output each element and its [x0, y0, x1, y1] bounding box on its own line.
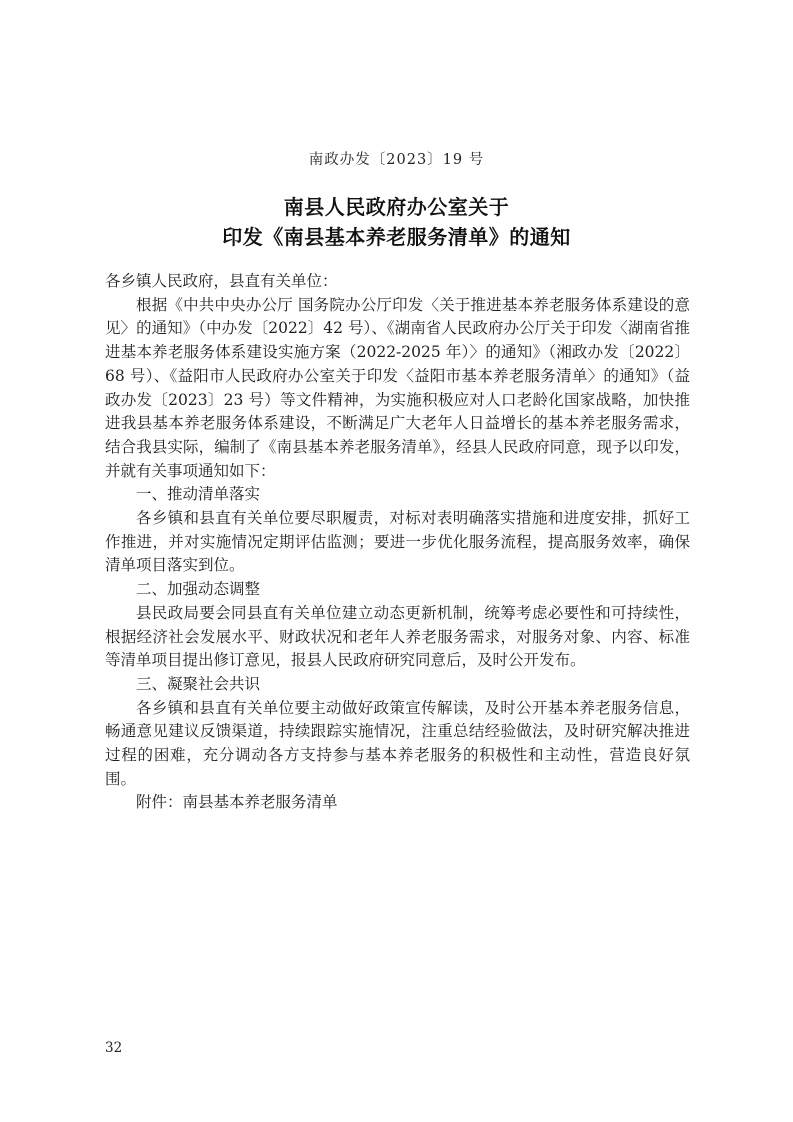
document-title-line-1: 南县人民政府办公室关于	[283, 195, 510, 219]
section-2-heading: 二、加强动态调整	[136, 580, 261, 599]
attachment-line: 附件：南县基本养老服务清单	[136, 793, 338, 812]
page-number: 32	[105, 1040, 123, 1056]
section-2-body: 县民政局要会同县直有关单位建立动态更新机制，统筹考虑必要性和可持续性，根据经济社会发展水平、财政状况和老年人养老服务需求，对服务对象、内容、标准等清单项目提出修订意见，报县人民政府研究同意后，及时公开发布。	[105, 603, 690, 670]
section-3-body: 各乡镇和县直有关单位要主动做好政策宣传解读，及时公开基本养老服务信息，畅通意见建议反馈渠道，持续跟踪实施情况，注重总结经验做法，及时研究解决推进过程的困难，充分调动各方支持参与基本养老服务的积极性和主动性，营造良好氛围。	[105, 698, 690, 788]
salutation: 各乡镇人民政府，县直有关单位：	[105, 272, 338, 290]
document-title	[0, 192, 793, 252]
section-3-heading: 三、凝聚社会共识	[136, 674, 261, 693]
document-number: 南政办发〔2023〕19 号	[308, 152, 485, 168]
section-3	[105, 673, 690, 792]
section-1-heading: 一、推动清单落实	[136, 485, 261, 504]
section-1-body: 各乡镇和县直有关单位要尽职履责，对标对表明确落实措施和进度安排，抓好工作推进，并对实施情况定期评估监测；要进一步优化服务流程，提高服务效率，确保清单项目落实到位。	[105, 509, 690, 575]
intro-paragraph: 根据《中共中央办公厅 国务院办公厅印发〈关于推进基本养老服务体系建设的意见〉的通知》（中办发〔2022〕42 号）、《湖南省人民政府办公厅关于印发〈湖南省推进基本养老服务体系建设实施方案（2022-2025 年）〉的通知》（湘政办发〔2022〕68 号）、《益阳市人民政府办公室关于印发〈益阳市基本养老服务清单〉的通知》（益政办发〔2023〕23 号）等文件精神，为实施积极应对人口老龄化国家战略，加快推进我县基本养老服务体系建设，不断满足广大老年人日益增长的基本养老服务需求，结合我县实际，编制了《南县基本养老服务清单》，经县人民政府同意，现予以印发，并就有关事项通知如下：	[105, 295, 690, 480]
section-1	[105, 483, 690, 578]
section-2	[105, 578, 690, 673]
document-title-line-2: 印发《南县基本养老服务清单》的通知	[222, 225, 571, 249]
document-body	[105, 270, 690, 815]
